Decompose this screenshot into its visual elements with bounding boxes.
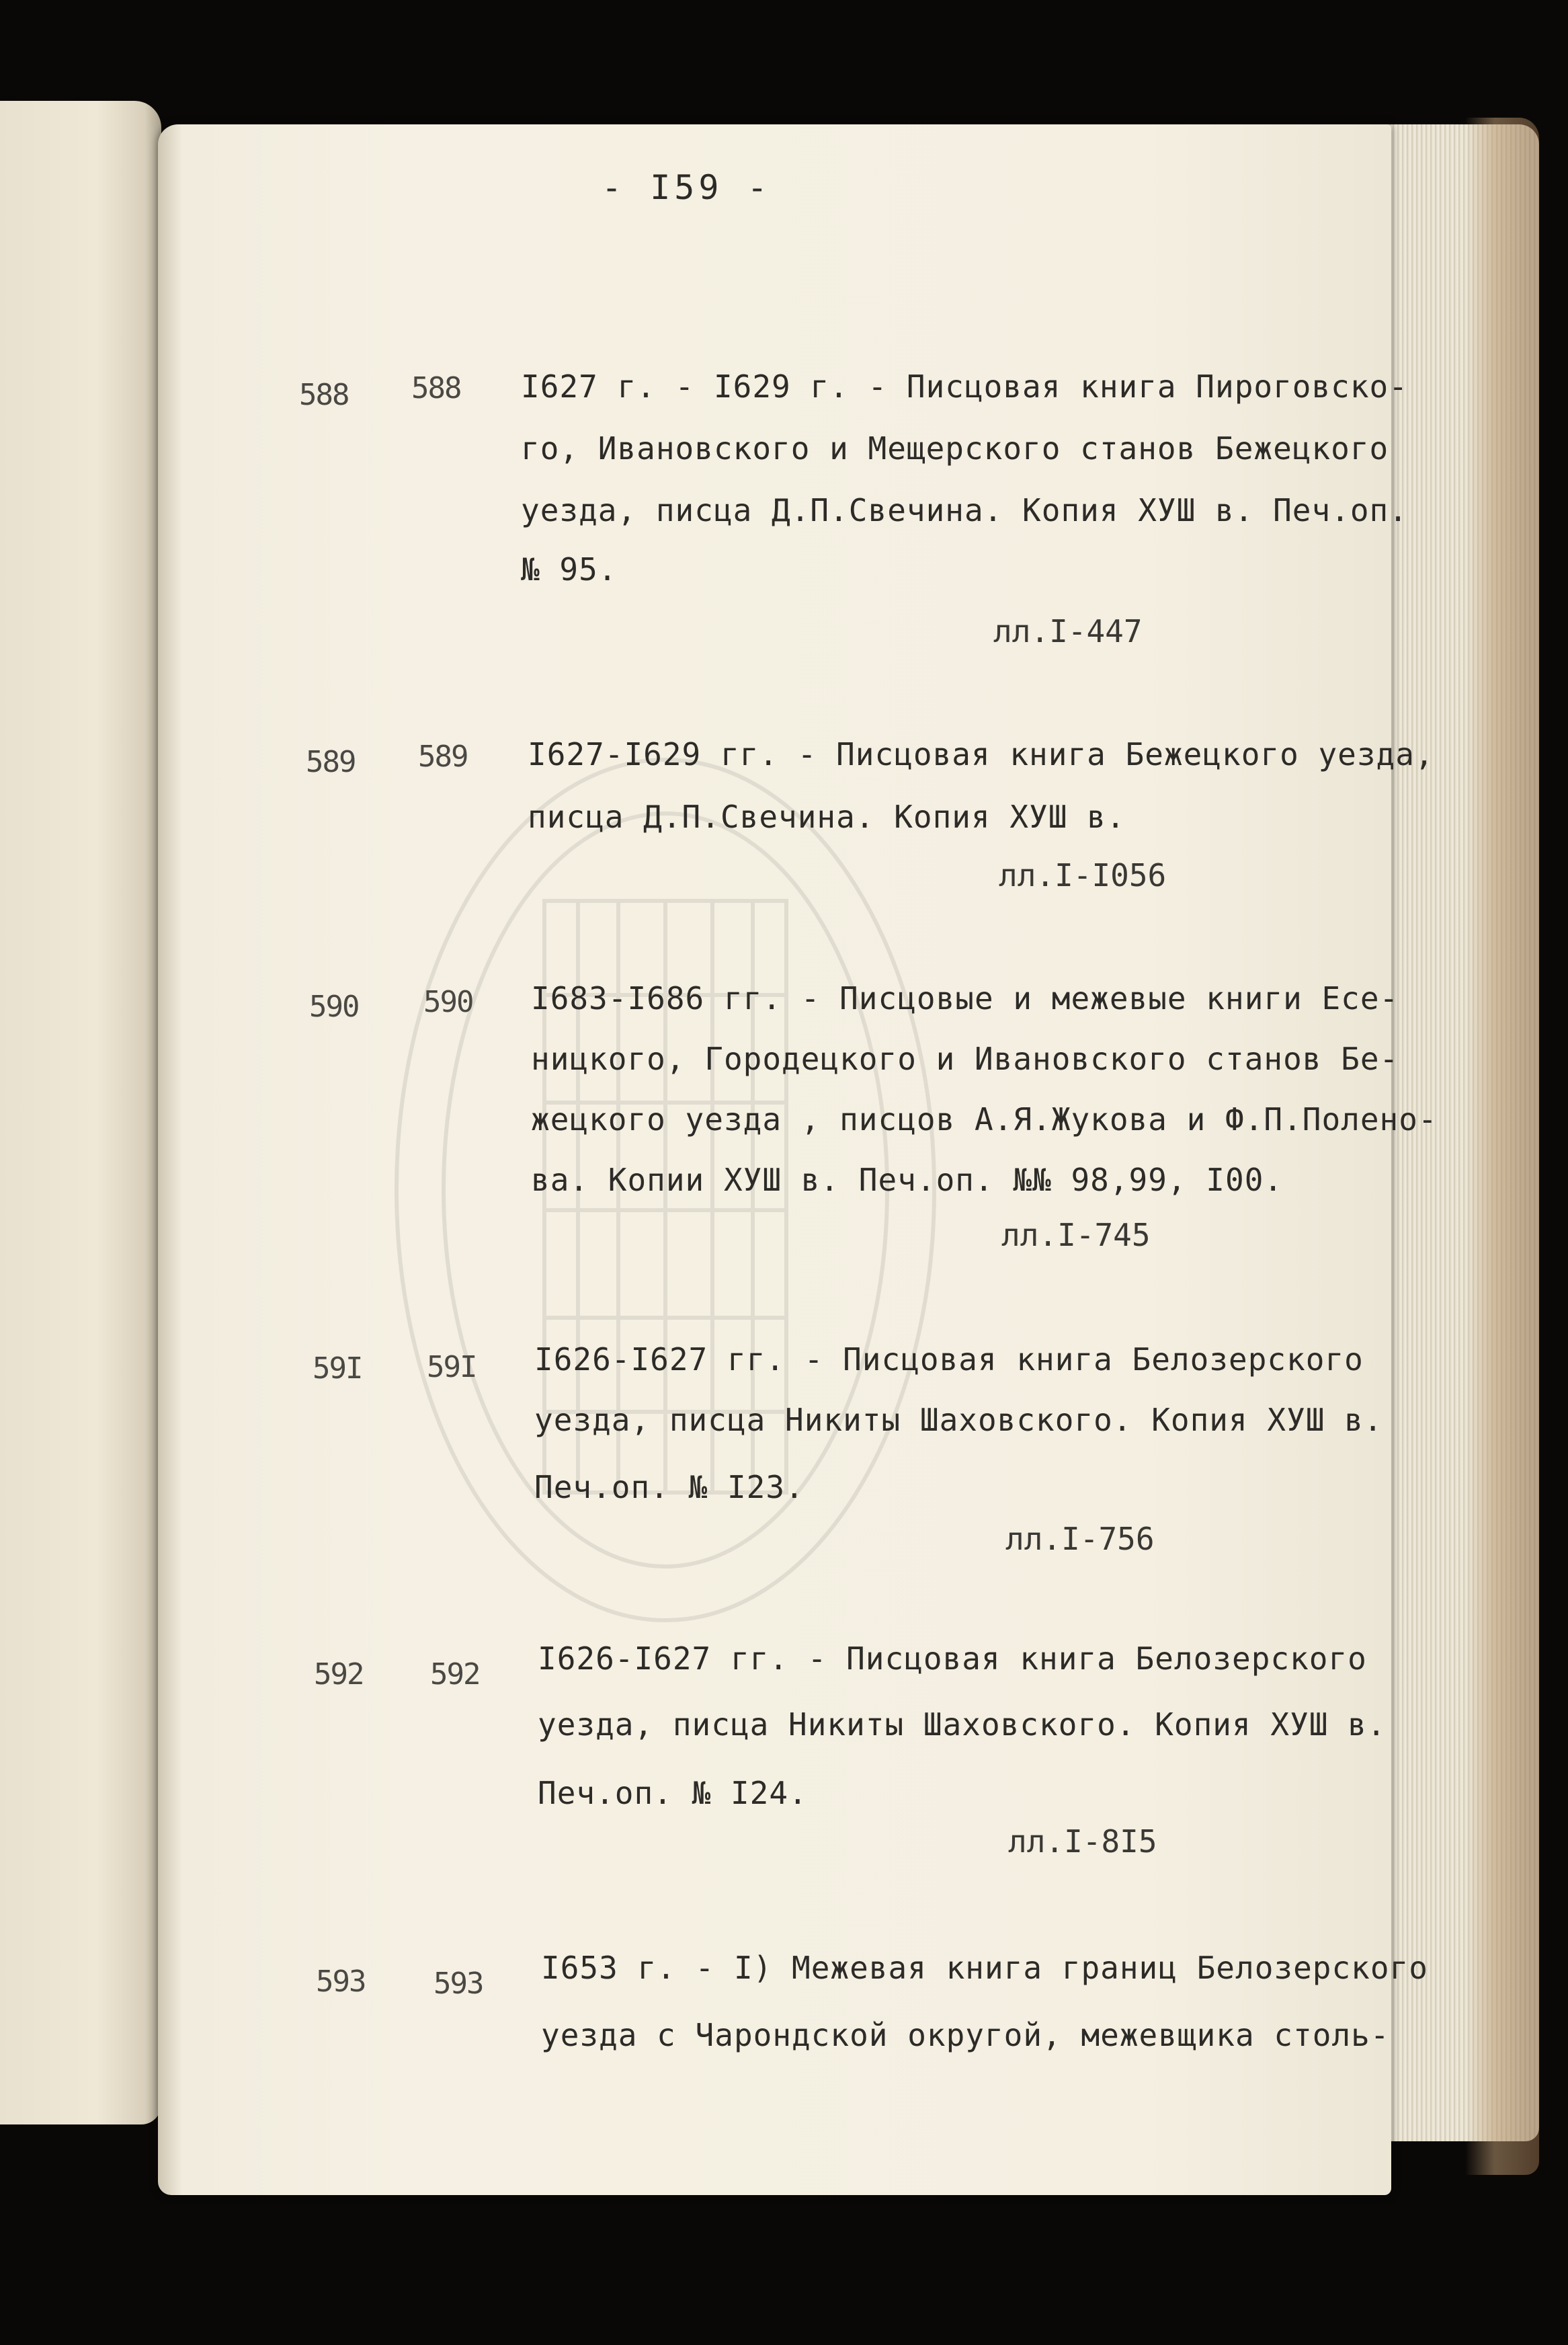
entry-text-line: Печ.оп. № I24.	[538, 1775, 808, 1811]
entry-text-line: I683-I686 гг. - Писцовые и межевые книги Есе-	[531, 980, 1399, 1017]
entry-number-b: 589	[418, 740, 468, 774]
entry-text-line: ва. Копии ХУШ в. Печ.оп. №№ 98,99, I00.	[531, 1162, 1284, 1198]
entry-text-line: уезда, писца Д.П.Свечина. Копия ХУШ в. Печ.оп.	[521, 492, 1408, 528]
entry-text-line: го, Ивановского и Мещерского станов Бежецкого	[521, 430, 1389, 467]
entry-number-b: 593	[434, 1966, 483, 2001]
entry-number-a: 588	[299, 378, 349, 412]
entry-text-line: Печ.оп. № I23.	[534, 1469, 804, 1505]
folio-range: лл.I-745	[1001, 1217, 1151, 1253]
entry-text-line: уезда, писца Никиты Шаховского. Копия ХУШ в.	[534, 1402, 1383, 1438]
entry-text-line: № 95.	[521, 551, 618, 588]
entry-number-b: 592	[430, 1657, 480, 1692]
entry-number-b: 590	[423, 985, 473, 1019]
entry-number-a: 592	[314, 1657, 364, 1692]
entry-number-b: 588	[411, 371, 461, 405]
entry-text-line: писца Д.П.Свечина. Копия ХУШ в.	[528, 799, 1126, 835]
folio-range: лл.I-447	[993, 613, 1143, 649]
entry-text-line: жецкого уезда , писцов А.Я.Жукова и Ф.П.Полено-	[531, 1101, 1438, 1138]
entry-number-a: 589	[306, 745, 356, 779]
folio-range: лл.I-8I5	[1008, 1823, 1157, 1860]
folio-range: лл.I-756	[1005, 1521, 1155, 1557]
page-number: - I59 -	[602, 168, 772, 207]
entry-text-line: I627-I629 гг. - Писцовая книга Бежецкого уезда,	[528, 736, 1434, 772]
entry-text-line: I653 г. - I) Межевая книга границ Белозерского	[541, 1950, 1428, 1986]
entry-text-line: ницкого, Городецкого и Ивановского станов Бе-	[531, 1041, 1399, 1077]
left-page	[0, 101, 161, 2124]
entry-number-a: 593	[316, 1964, 366, 1999]
entry-text-line: I626-I627 гг. - Писцовая книга Белозерского	[538, 1640, 1367, 1677]
book-cover-edge	[1465, 118, 1539, 2175]
entry-text-line: уезда с Чарондской округой, межевщика столь-	[541, 2017, 1390, 2053]
entry-number-a: 590	[309, 990, 359, 1024]
folio-range: лл.I-I056	[999, 857, 1167, 893]
entry-number-a: 59I	[313, 1351, 362, 1386]
entry-number-b: 59I	[427, 1350, 477, 1384]
entry-text-line: I626-I627 гг. - Писцовая книга Белозерского	[534, 1341, 1364, 1378]
entry-text-line: уезда, писца Никиты Шаховского. Копия ХУШ в.	[538, 1706, 1387, 1743]
entry-text-line: I627 г. - I629 г. - Писцовая книга Пироговско-	[521, 368, 1408, 405]
